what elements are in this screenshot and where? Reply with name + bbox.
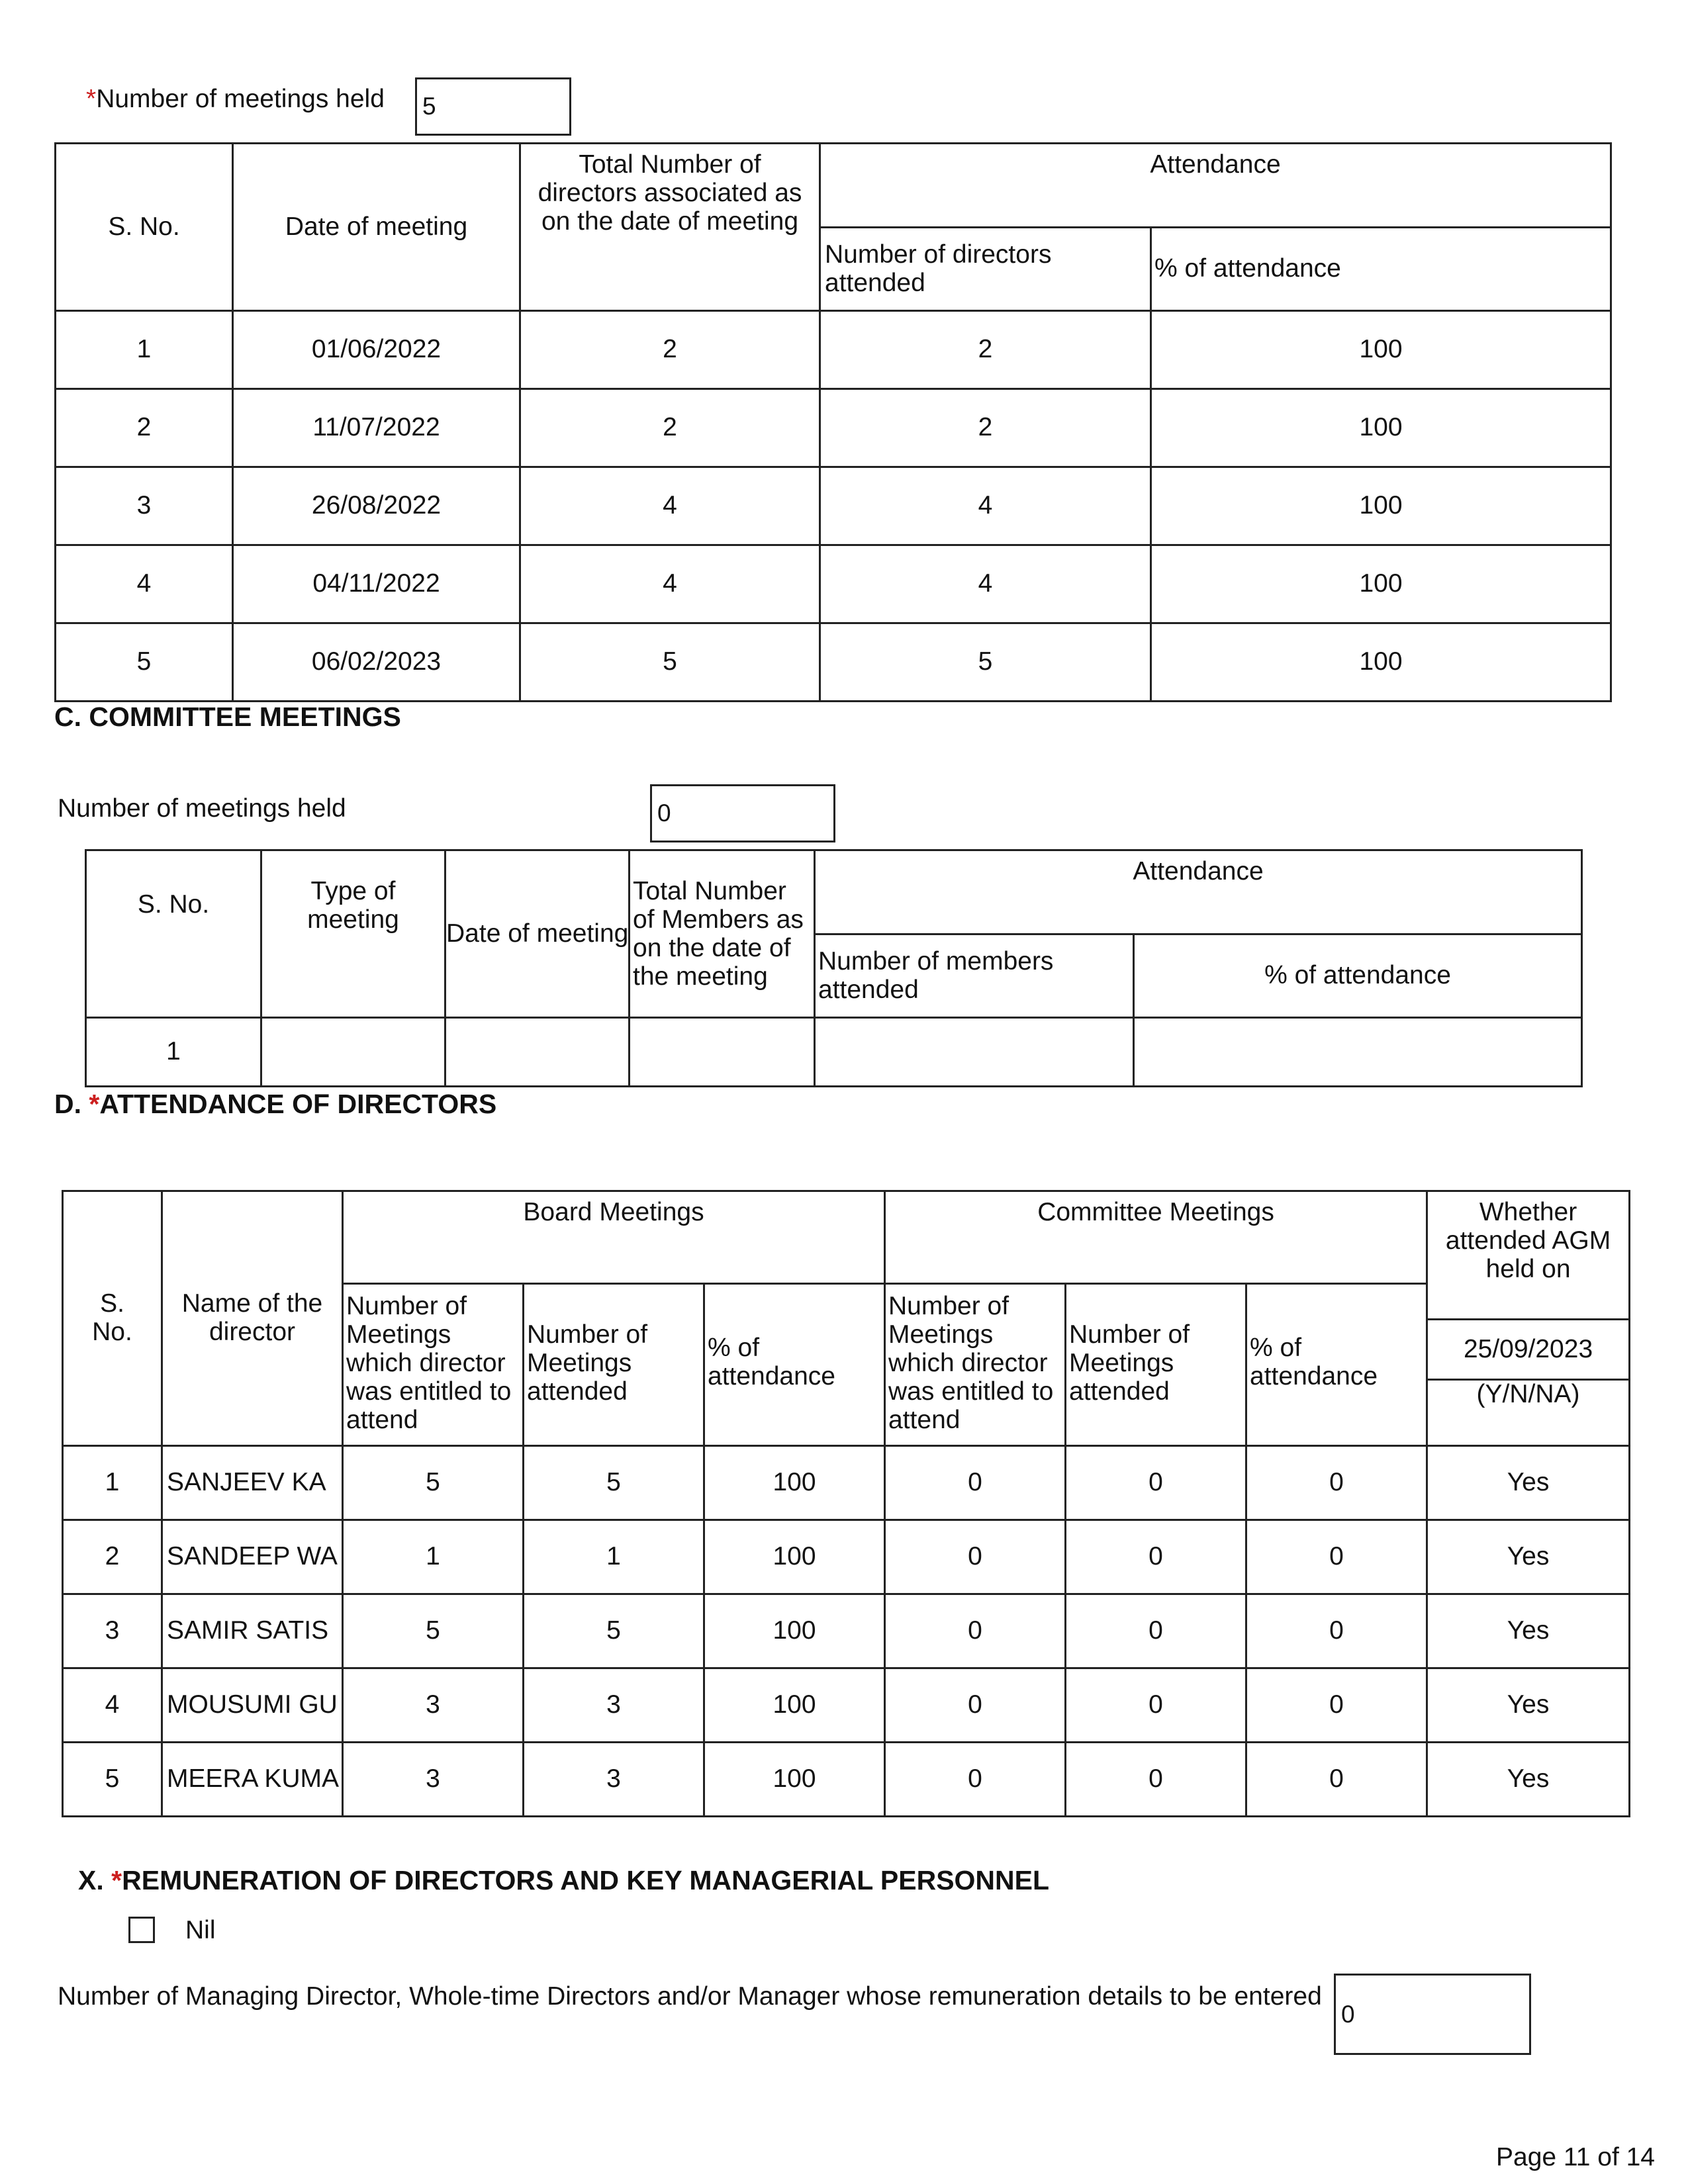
- table-row: [56, 467, 1611, 545]
- cell-agm[interactable]: Yes: [1427, 1743, 1630, 1817]
- cell-sno: 5: [56, 623, 233, 702]
- col-date: Date of meeting: [233, 144, 520, 311]
- col-type: Type of meeting: [261, 850, 445, 1018]
- col-committee-percent: % of attendance: [1246, 1284, 1427, 1446]
- cell-board-percent: 100: [704, 1743, 885, 1817]
- cell-sno: 3: [63, 1594, 162, 1668]
- director-attendance-table: [62, 1190, 1630, 1817]
- cell-attended[interactable]: 2: [820, 389, 1151, 467]
- cell-total[interactable]: 2: [520, 311, 820, 389]
- col-total-directors: Total Number of directors associated as on the date of meeting: [520, 144, 820, 311]
- cell-date[interactable]: [445, 1018, 630, 1087]
- required-star: *: [89, 1089, 100, 1119]
- cell-director-name: SANDEEP WA: [162, 1520, 343, 1594]
- cell-percent: 100: [1151, 467, 1611, 545]
- board-meetings-table: [54, 142, 1612, 702]
- nil-checkbox[interactable]: [128, 1917, 155, 1943]
- cell-board-entitled[interactable]: 3: [343, 1668, 524, 1743]
- cell-date[interactable]: 11/07/2022: [233, 389, 520, 467]
- table-row: [56, 623, 1611, 702]
- page-number: Page 11 of 14: [1496, 2143, 1655, 2171]
- table-row: [56, 311, 1611, 389]
- cell-sno: 2: [63, 1520, 162, 1594]
- cell-attended[interactable]: 4: [820, 545, 1151, 623]
- col-agm: Whether attended AGM held on: [1427, 1191, 1630, 1284]
- section-title-remuneration: X. *REMUNERATION OF DIRECTORS AND KEY MANAGERIAL PERSONNEL: [78, 1865, 1050, 1895]
- cell-agm[interactable]: Yes: [1427, 1668, 1630, 1743]
- cell-board-percent: 100: [704, 1520, 885, 1594]
- cell-sno: 1: [63, 1446, 162, 1520]
- cell-committee-percent: 0: [1246, 1668, 1427, 1743]
- col-committee-attended: Number of Meetings attended: [1066, 1284, 1246, 1446]
- cell-type[interactable]: [261, 1018, 445, 1087]
- section-title-attendance: D. *ATTENDANCE OF DIRECTORS: [54, 1089, 497, 1119]
- table-row: [63, 1520, 1630, 1594]
- cell-total[interactable]: 4: [520, 467, 820, 545]
- cell-committee-attended[interactable]: 0: [1066, 1743, 1246, 1817]
- cell-attended[interactable]: 5: [820, 623, 1151, 702]
- col-board-attended: Number of Meetings attended: [524, 1284, 704, 1446]
- cell-sno: 1: [86, 1018, 261, 1087]
- cell-sno: 5: [63, 1743, 162, 1817]
- col-committee-meetings: Committee Meetings: [885, 1191, 1427, 1284]
- col-sno: S. No.: [86, 850, 261, 1018]
- table-row: [56, 545, 1611, 623]
- cell-board-attended[interactable]: 5: [524, 1446, 704, 1520]
- cell-board-percent: 100: [704, 1446, 885, 1520]
- cell-committee-entitled[interactable]: 0: [885, 1668, 1066, 1743]
- table-row: [63, 1446, 1630, 1520]
- board-meetings-count-field[interactable]: 5: [415, 77, 571, 136]
- cell-board-entitled[interactable]: 5: [343, 1594, 524, 1668]
- required-star: *: [86, 85, 97, 113]
- cell-board-percent: 100: [704, 1594, 885, 1668]
- table-row: [86, 1018, 1582, 1087]
- col-total-members: Total Number of Members as on the date of the meeting: [630, 850, 815, 1018]
- cell-director-name: MEERA KUMA: [162, 1743, 343, 1817]
- committee-meetings-table: [85, 849, 1583, 1087]
- agm-date: 25/09/2023: [1428, 1318, 1628, 1379]
- cell-board-percent: 100: [704, 1668, 885, 1743]
- cell-board-attended[interactable]: 1: [524, 1520, 704, 1594]
- cell-attended[interactable]: [815, 1018, 1134, 1087]
- cell-attended[interactable]: 4: [820, 467, 1151, 545]
- col-committee-entitled: Number of Meetings which director was entitled to attend: [885, 1284, 1066, 1446]
- cell-board-attended[interactable]: 3: [524, 1743, 704, 1817]
- cell-director-name: SAMIR SATIS: [162, 1594, 343, 1668]
- cell-date[interactable]: 04/11/2022: [233, 545, 520, 623]
- col-sno: S. No.: [56, 144, 233, 311]
- cell-sno: 3: [56, 467, 233, 545]
- cell-percent: 100: [1151, 311, 1611, 389]
- col-directors-attended: Number of directors attended: [820, 228, 1151, 311]
- cell-committee-percent: 0: [1246, 1446, 1427, 1520]
- cell-total[interactable]: 5: [520, 623, 820, 702]
- cell-sno: 1: [56, 311, 233, 389]
- cell-committee-entitled[interactable]: 0: [885, 1446, 1066, 1520]
- table-row: [63, 1743, 1630, 1817]
- cell-sno: 4: [63, 1668, 162, 1743]
- agm-yn-label: (Y/N/NA): [1427, 1380, 1630, 1446]
- table-row: [63, 1594, 1630, 1668]
- cell-total[interactable]: 2: [520, 389, 820, 467]
- committee-meetings-label: Number of meetings held: [58, 794, 346, 823]
- agm-header-cell: [1427, 1284, 1630, 1380]
- table-row: [56, 389, 1611, 467]
- cell-board-entitled[interactable]: 1: [343, 1520, 524, 1594]
- cell-total[interactable]: [630, 1018, 815, 1087]
- cell-director-name: SANJEEV KA: [162, 1446, 343, 1520]
- cell-percent: 100: [1151, 545, 1611, 623]
- col-director-name: Name of the director: [162, 1191, 343, 1446]
- section-title-committee: C. COMMITTEE MEETINGS: [54, 702, 401, 732]
- cell-committee-percent: 0: [1246, 1520, 1427, 1594]
- table-row: [63, 1668, 1630, 1743]
- cell-board-entitled[interactable]: 3: [343, 1743, 524, 1817]
- cell-agm[interactable]: Yes: [1427, 1446, 1630, 1520]
- cell-committee-attended[interactable]: 0: [1066, 1668, 1246, 1743]
- cell-committee-attended[interactable]: 0: [1066, 1520, 1246, 1594]
- cell-agm[interactable]: Yes: [1427, 1594, 1630, 1668]
- cell-board-attended[interactable]: 3: [524, 1668, 704, 1743]
- md-count-field[interactable]: 0: [1334, 1974, 1531, 2055]
- board-meetings-label: *Number of meetings held: [86, 85, 385, 113]
- cell-date[interactable]: 06/02/2023: [233, 623, 520, 702]
- cell-percent: 100: [1151, 623, 1611, 702]
- cell-attended[interactable]: 2: [820, 311, 1151, 389]
- col-percent: % of attendance: [1134, 934, 1582, 1018]
- nil-label: Nil: [185, 1916, 216, 1944]
- cell-total[interactable]: 4: [520, 545, 820, 623]
- col-percent: % of attendance: [1151, 228, 1611, 311]
- cell-agm[interactable]: Yes: [1427, 1520, 1630, 1594]
- cell-committee-entitled[interactable]: 0: [885, 1743, 1066, 1817]
- cell-percent: 100: [1151, 389, 1611, 467]
- cell-committee-entitled[interactable]: 0: [885, 1594, 1066, 1668]
- col-board-meetings: Board Meetings: [343, 1191, 885, 1284]
- cell-sno: 2: [56, 389, 233, 467]
- col-board-entitled: Number of Meetings which director was entitled to attend: [343, 1284, 524, 1446]
- cell-committee-attended[interactable]: 0: [1066, 1594, 1246, 1668]
- cell-board-entitled[interactable]: 5: [343, 1446, 524, 1520]
- required-star: *: [111, 1865, 122, 1895]
- cell-board-attended[interactable]: 5: [524, 1594, 704, 1668]
- col-attendance: Attendance: [815, 850, 1582, 934]
- cell-date[interactable]: 26/08/2022: [233, 467, 520, 545]
- cell-committee-entitled[interactable]: 0: [885, 1520, 1066, 1594]
- committee-meetings-count-field[interactable]: 0: [650, 784, 835, 842]
- cell-sno: 4: [56, 545, 233, 623]
- col-sno: S. No.: [63, 1191, 162, 1446]
- cell-committee-percent: 0: [1246, 1594, 1427, 1668]
- col-attendance: Attendance: [820, 144, 1611, 228]
- md-count-label: Number of Managing Director, Whole-time Directors and/or Manager whose remuneration details to be entered: [58, 1982, 1322, 2011]
- cell-committee-attended[interactable]: 0: [1066, 1446, 1246, 1520]
- col-board-percent: % of attendance: [704, 1284, 885, 1446]
- cell-director-name: MOUSUMI GU: [162, 1668, 343, 1743]
- cell-committee-percent: 0: [1246, 1743, 1427, 1817]
- cell-date[interactable]: 01/06/2022: [233, 311, 520, 389]
- col-members-attended: Number of members attended: [815, 934, 1134, 1018]
- col-date: Date of meeting: [445, 850, 630, 1018]
- cell-percent: [1134, 1018, 1582, 1087]
